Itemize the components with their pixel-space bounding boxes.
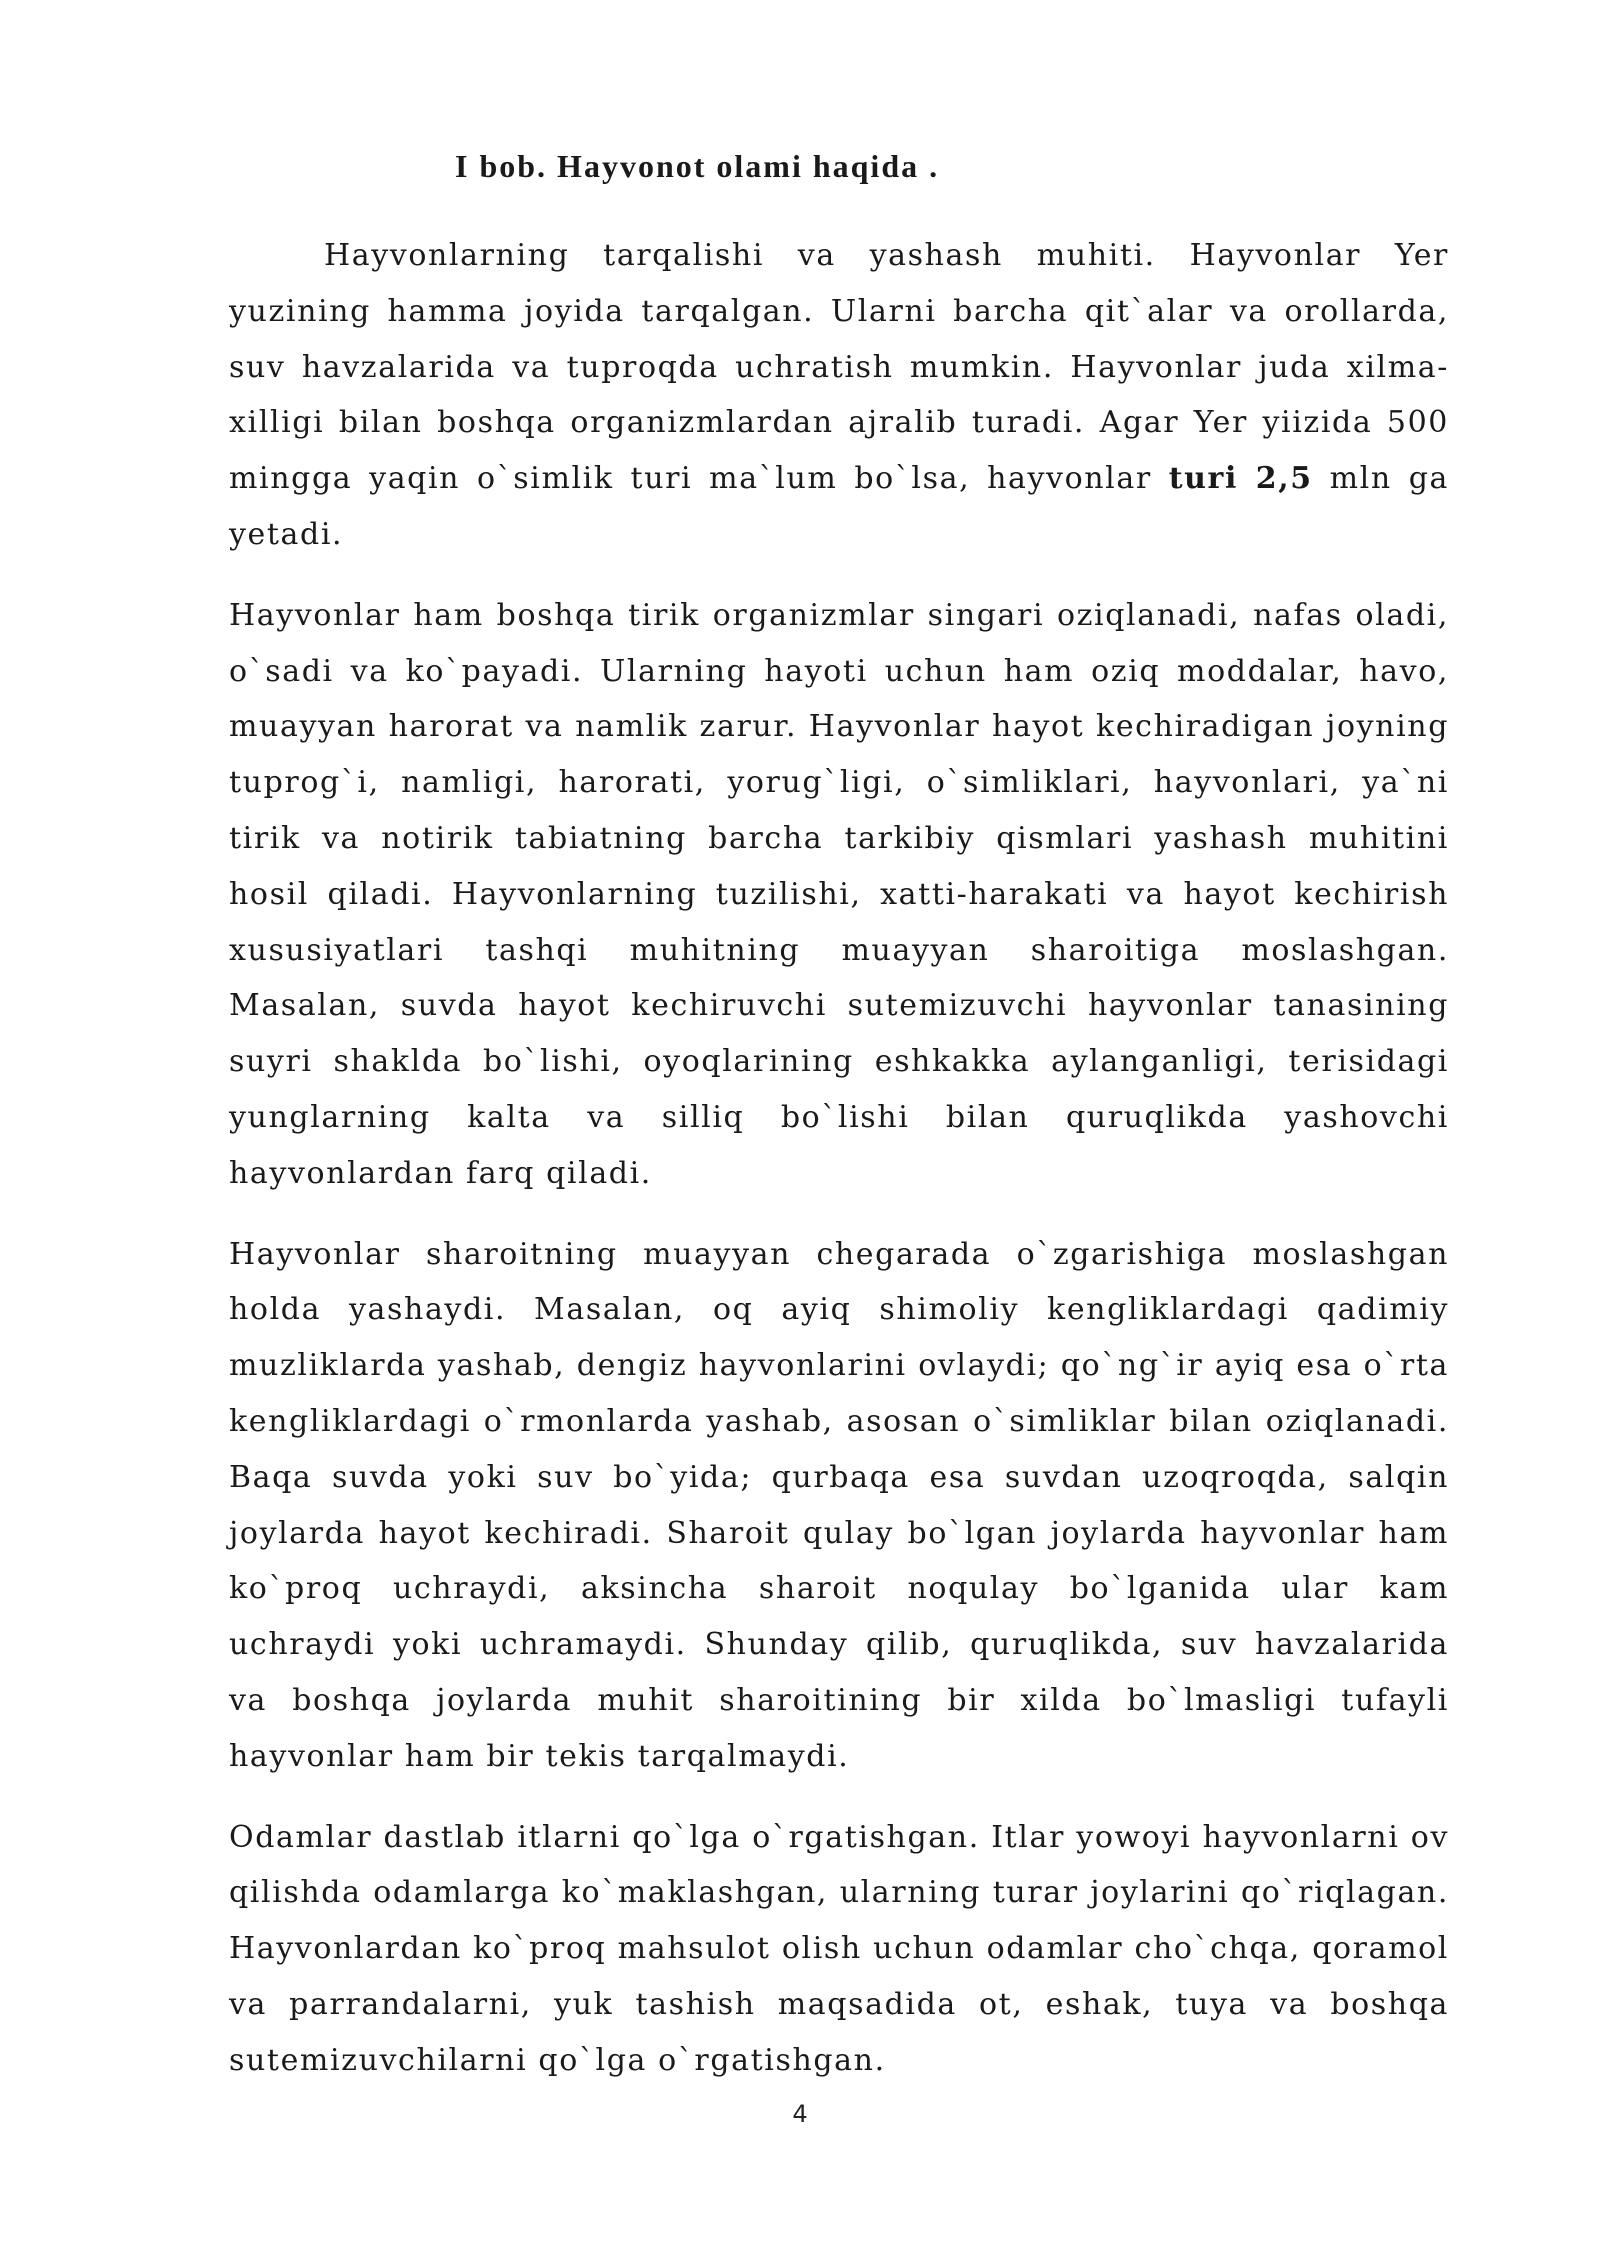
body-text [229, 228, 1449, 2114]
paragraph-habitat-end: mln ga yetadi. [229, 461, 1449, 552]
bold-species-count: turi 2,5 [1168, 461, 1313, 497]
paragraph-domestication: Odamlar dastlab itlarni qo`lga o`rgatishgan. Itlar yowoyi hayvonlarni ov qilishda odamlarga ko`maklashgan, ularning turar joylarini qo`riqlagan. Hayvonlardan ko`proq mahsulot olish uchun odamlar cho`chqa, qoramol va parrandalarni, yuk tashish maqsadida ot, eshak, tuya va boshqa sutemizuvchilarni qo`lga o`rgatishgan. [229, 1819, 1449, 2078]
paragraph-habitat-text: Hayvonlarning tarqalishi va yashash muhiti. Hayvonlar Yer yuzining hamma joyida tarqalgan. Ularni barcha qit`alar va orollarda, suv havzalarida va tuproqda uchratish mumkin. Hayvonlar juda xilma-xilligi bilan boshqa organizmlardan ajralib turadi. Agar Yer yiizida 500 mingga yaqin o`simlik turi ma`lum bo`lsa, hayvonlar [229, 238, 1449, 497]
chapter-heading: I bob. Hayvonot olami haqida . [455, 148, 940, 184]
page-number: 4 [792, 2100, 808, 2128]
paragraph-adaptation: Hayvonlar sharoitning muayyan chegarada o`zgarishiga moslashgan holda yashaydi. Masalan, oq ayiq shimoliy kengliklardagi qadimiy muzliklarda yashab, dengiz hayvonlarini ovlaydi; qo`ng`ir ayiq esa o`rta kengliklardagi o`rmonlarda yashab, asosan o`simliklar bilan oziqlanadi. Baqa suvda yoki suv bo`yida; qurbaqa esa suvdan uzoqroqda, salqin joylarda hayot kechiradi. Sharoit qulay bo`lgan joylarda hayvonlar ham ko`proq uchraydi, aksincha sharoit noqulay bo`lganida ular kam uchraydi yoki uchramaydi. Shunday qilib, quruqlikda, suv havzalarida va boshqa joylarda muhit sharoitining bir xilda bo`lmasligi tufayli hayvonlar ham bir tekis tarqalmaydi. [229, 1236, 1449, 1774]
paragraph-living-conditions: Hayvonlar ham boshqa tirik organizmlar singari oziqlanadi, nafas oladi, o`sadi va ko`payadi. Ularning hayoti uchun ham oziq moddalar, havo, muayyan harorat va namlik zarur. Hayvonlar hayot kechiradigan joyning tuprog`i, namligi, harorati, yorug`ligi, o`simliklari, hayvonlari, ya`ni tirik va notirik tabiatning barcha tarkibiy qismlari yashash muhitini hosil qiladi. Hayvonlarning tuzilishi, xatti-harakati va hayot kechirish xususiyatlari tashqi muhitning muayyan sharoitiga moslashgan. Masalan, suvda hayot kechiruvchi sutemizuvchi hayvonlar tanasining suyri shaklda bo`lishi, oyoqlarining eshkakka aylanganligi, terisidagi yunglarning kalta va silliq bo`lishi bilan quruqlikda yashovchi hayvonlardan farq qiladi. [229, 597, 1449, 1191]
paragraph-habitat [229, 228, 1449, 563]
